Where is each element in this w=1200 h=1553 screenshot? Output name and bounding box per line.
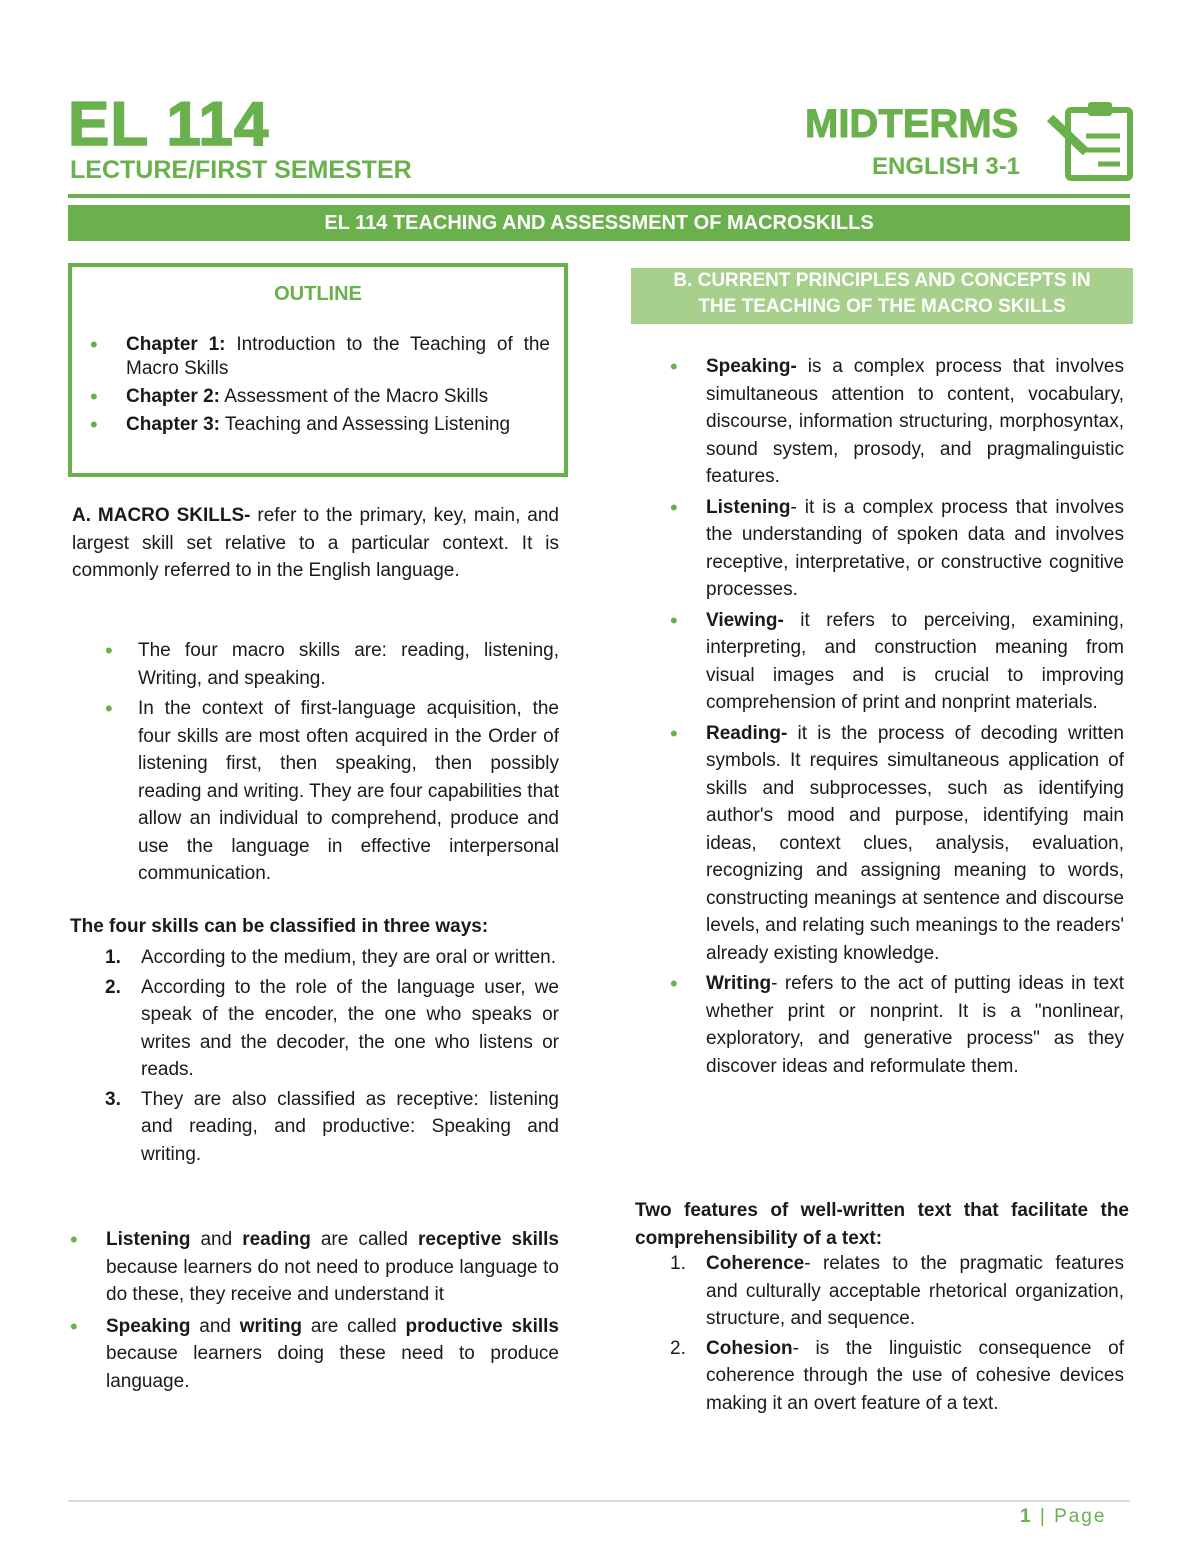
exam-label: MIDTERMS — [805, 102, 1019, 146]
clipboard-pencil-icon — [1046, 100, 1136, 182]
page-number: 1 | Page — [1020, 1506, 1107, 1527]
outline-list — [90, 333, 550, 441]
list-item: 3. They are also classified as receptive: listening and reading, and productive: Speaking and writing. — [105, 1088, 559, 1165]
outline-title: OUTLINE — [274, 283, 362, 305]
section-a-heading: A. MACRO SKILLS- — [72, 505, 251, 526]
section-b-heading: B. CURRENT PRINCIPLES AND CONCEPTS IN THE TEACHING OF THE MACRO SKILLS — [631, 268, 1133, 324]
outline-item: • Chapter 2: Assessment of the Macro Skills — [90, 385, 550, 409]
footer-divider — [68, 1500, 1130, 1502]
list-item: • The four macro skills are: reading, listening, Writing, and speaking. — [105, 637, 559, 692]
skill-item-reading: • Reading- it is the process of decoding written symbols. It requires simultaneous application of skills and subprocesses, such as identifying author's mood and purpose, identifying main ideas, context clues, analysis, evaluation, recognizing and assigning meaning to words, constructing meanings at sentence and discourse levels, and relating such meanings to the readers' already existing knowledge. — [670, 720, 1124, 968]
section-label: ENGLISH 3-1 — [872, 153, 1021, 180]
outline-item: • Chapter 3: Teaching and Assessing Listening — [90, 413, 550, 437]
productive-skills-item: • Speaking and writing are called productive skills because learners doing these need to produce language. — [70, 1313, 559, 1396]
list-item: 1. Coherence- relates to the pragmatic features and culturally acceptable rhetorical organization, structure, and sequence. — [670, 1253, 1124, 1329]
outline-box — [68, 263, 568, 477]
list-item: 2. Cohesion- is the linguistic consequence of coherence through the use of cohesive devices making it an overt feature of a text. — [670, 1337, 1124, 1414]
list-item: 2. According to the role of the language user, we speak of the encoder, the one who speaks or writes and the decoder, the one who listens or reads. — [105, 976, 559, 1080]
features-heading: Two features of well-written text that facilitate the comprehensibility of a text: — [635, 1200, 1129, 1249]
macro-skills-list — [670, 353, 1124, 1083]
outline-item: • Chapter 1: Introduction to the Teaching of the Macro Skills — [90, 333, 550, 381]
section-a-bullets — [105, 637, 559, 888]
features-list — [670, 1250, 1124, 1417]
title-banner: EL 114 TEACHING AND ASSESSMENT OF MACROSKILLS — [68, 205, 1130, 241]
list-item: 1. According to the medium, they are oral or written. — [105, 947, 557, 968]
receptive-skills-item: • Listening and reading are called receptive skills because learners do not need to produce language to do these, they receive and understand it — [70, 1226, 559, 1309]
header-divider — [68, 194, 1130, 198]
course-code: EL 114 — [68, 90, 270, 159]
classification-list — [105, 944, 559, 1168]
skill-item-listening: • Listening- it is a complex process that involves the understanding of spoken data and involves receptive, interpretative, or constructive cognitive processes. — [670, 494, 1124, 604]
semester-label: LECTURE/FIRST SEMESTER — [70, 156, 412, 184]
classification-heading: The four skills can be classified in three ways: — [70, 916, 489, 937]
list-item: • In the context of first-language acquisition, the four skills are most often acquired in the Order of listening first, then speaking, then possibly reading and writing. They are four capabilities that allow an individual to comprehend, produce and use the language in effective interpersonal communication. — [105, 695, 559, 888]
skills-types-list — [70, 1226, 559, 1395]
section-a-paragraph: A. MACRO SKILLS- refer to the primary, key, main, and largest skill set relative to a particular context. It is commonly referred to in the English language. — [72, 505, 559, 581]
skill-item-viewing: • Viewing- it refers to perceiving, examining, interpreting, and construction meaning from visual images and is crucial to improving comprehension of print and nonprint materials. — [670, 607, 1124, 717]
skill-item-writing: • Writing- refers to the act of putting ideas in text whether print or nonprint. It is a "nonlinear, exploratory, and generative process" as they discover ideas and reformulate them. — [670, 970, 1124, 1080]
skill-item-speaking: • Speaking- is a complex process that involves simultaneous attention to content, vocabulary, discourse, information structuring, morphosyntax, sound system, prosody, and pragmalinguistic features. — [670, 353, 1124, 491]
